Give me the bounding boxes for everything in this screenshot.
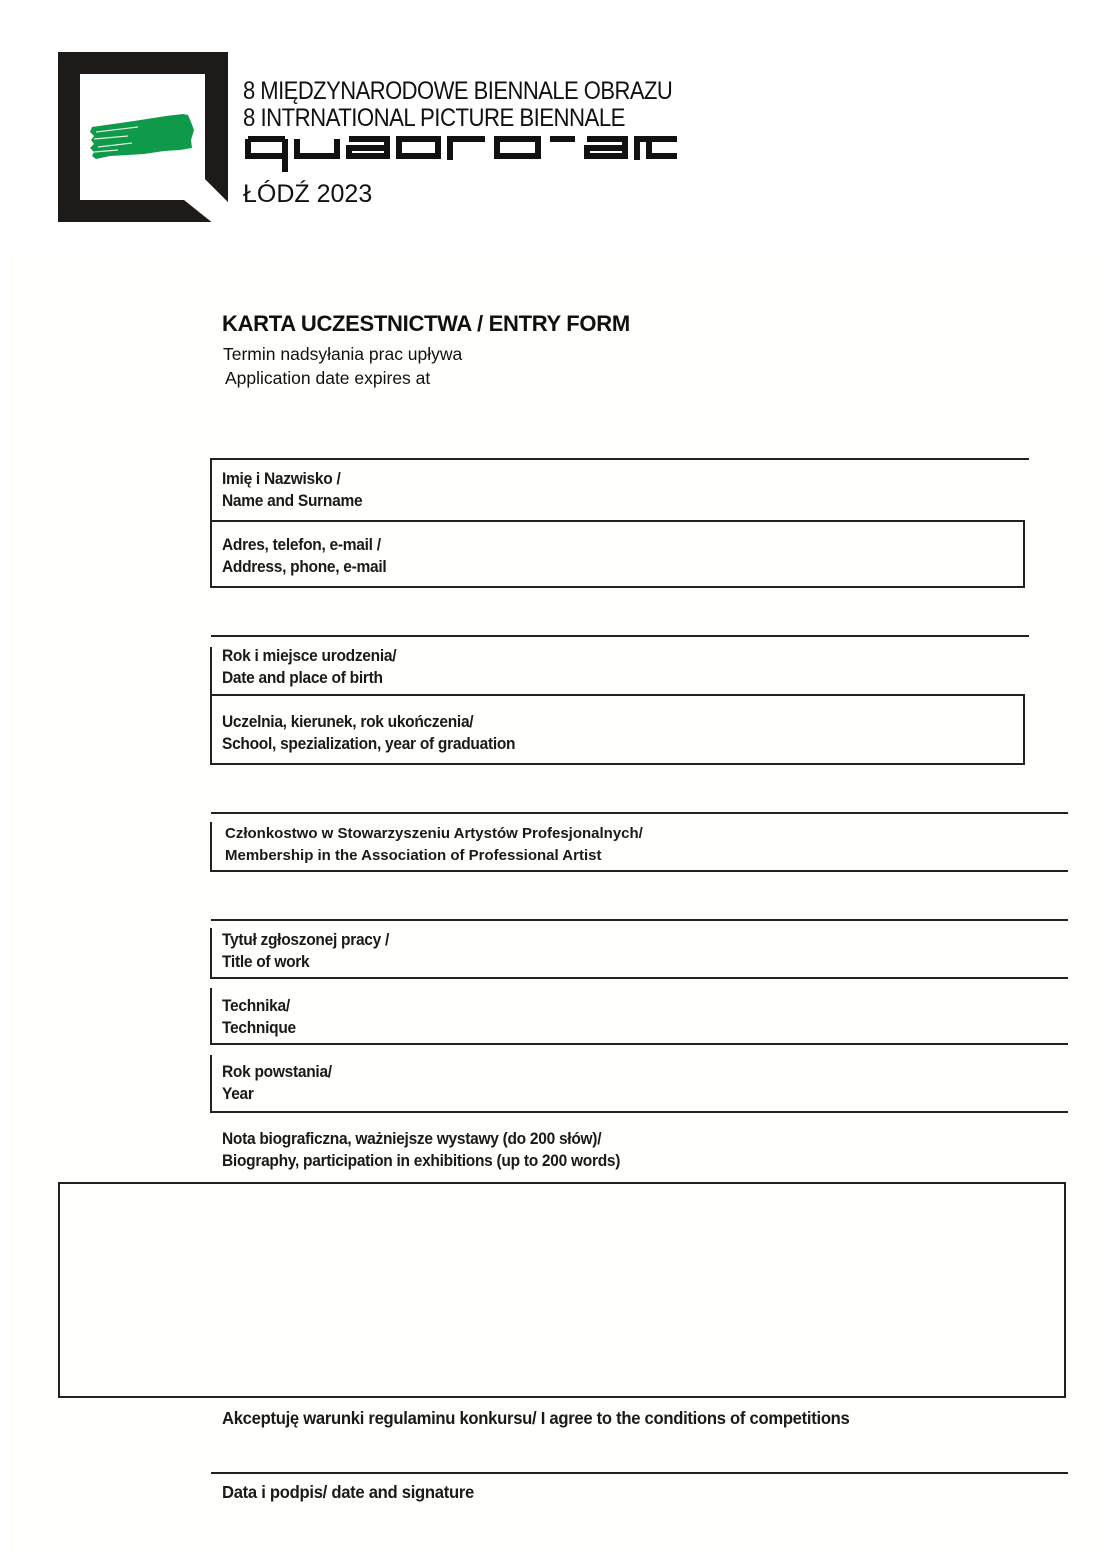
school-field-label bbox=[222, 711, 515, 755]
label-pl: Nota biograficzna, ważniejsze wystawy (do 200 słów)/ bbox=[222, 1130, 602, 1148]
label-en: Membership in the Association of Professional Artist bbox=[225, 847, 602, 864]
quadro-art-logo-icon bbox=[58, 52, 230, 224]
birth-field-label bbox=[222, 645, 396, 689]
school-input[interactable] bbox=[560, 705, 1019, 759]
field-divider bbox=[210, 928, 212, 979]
address-input[interactable] bbox=[430, 530, 1019, 582]
field-divider bbox=[210, 1055, 212, 1113]
form-title: KARTA UCZESTNICTWA / ENTRY FORM bbox=[222, 311, 630, 336]
label-pl: Technika/ bbox=[222, 997, 290, 1015]
field-divider bbox=[211, 1043, 1068, 1045]
field-divider bbox=[211, 458, 1029, 460]
field-divider bbox=[1023, 520, 1025, 588]
deadline-label-pl: Termin nadsyłania prac upływa bbox=[223, 344, 463, 364]
field-divider bbox=[210, 988, 212, 1045]
year-field-label bbox=[222, 1061, 332, 1105]
field-divider bbox=[211, 635, 1029, 637]
label-en: Biography, participation in exhibitions (up to 200 words) bbox=[222, 1152, 621, 1170]
biennale-title-pl: 8 MIĘDZYNARODOWE BIENNALE OBRAZU bbox=[243, 77, 673, 105]
field-divider bbox=[210, 647, 212, 697]
field-divider bbox=[1023, 694, 1025, 765]
title-field-label bbox=[222, 929, 389, 973]
field-divider bbox=[211, 870, 1068, 872]
label-pl: Imię i Nazwisko / bbox=[222, 470, 341, 488]
label-pl: Członkostwo w Stowarzyszeniu Artystów Profesjonalnych/ bbox=[225, 825, 643, 842]
label-pl: Adres, telefon, e-mail / bbox=[222, 536, 381, 554]
field-divider bbox=[211, 586, 1025, 588]
name-field-label bbox=[222, 468, 362, 512]
biennale-title-en: 8 INTRNATIONAL PICTURE BIENNALE bbox=[243, 104, 625, 132]
label-en: Year bbox=[222, 1085, 254, 1103]
field-divider bbox=[211, 812, 1068, 814]
membership-field-label bbox=[225, 823, 643, 867]
agreement-statement: Akceptuję warunki regulaminu konkursu/ I agree to the conditions of competitions bbox=[222, 1408, 850, 1428]
membership-input[interactable] bbox=[690, 820, 1064, 868]
quadro-art-wordmark bbox=[245, 136, 677, 172]
field-divider bbox=[210, 520, 212, 588]
biography-textarea[interactable] bbox=[62, 1186, 1062, 1394]
signature-line[interactable] bbox=[211, 1472, 1068, 1474]
year-input[interactable] bbox=[430, 1058, 1064, 1108]
label-pl: Tytuł zgłoszonej pracy / bbox=[222, 931, 390, 949]
field-divider bbox=[211, 1111, 1068, 1113]
field-divider bbox=[210, 694, 212, 765]
field-divider bbox=[211, 763, 1025, 765]
technique-input[interactable] bbox=[430, 990, 1064, 1040]
field-divider bbox=[211, 919, 1068, 921]
label-en: Technique bbox=[222, 1019, 296, 1037]
label-en: School, spezialization, year of graduation bbox=[222, 735, 516, 753]
field-divider bbox=[211, 694, 1025, 696]
field-divider bbox=[210, 822, 212, 872]
address-field-label bbox=[222, 534, 386, 578]
city-year: ŁÓDŹ 2023 bbox=[243, 180, 373, 208]
field-divider bbox=[210, 458, 212, 522]
label-en: Title of work bbox=[222, 953, 310, 971]
birth-input[interactable] bbox=[440, 645, 1024, 691]
label-en: Name and Surname bbox=[222, 492, 363, 510]
label-en: Date and place of birth bbox=[222, 669, 383, 687]
deadline-label-en: Application date expires at bbox=[225, 368, 431, 388]
label-pl: Rok powstania/ bbox=[222, 1063, 332, 1081]
signature-label: Data i podpis/ date and signature bbox=[222, 1482, 475, 1502]
field-divider bbox=[211, 977, 1068, 979]
field-divider bbox=[211, 520, 1025, 522]
name-input[interactable] bbox=[430, 470, 1024, 516]
label-pl: Rok i miejsce urodzenia/ bbox=[222, 647, 397, 665]
biography-field-label bbox=[222, 1128, 620, 1172]
title-input[interactable] bbox=[430, 927, 1064, 975]
label-pl: Uczelnia, kierunek, rok ukończenia/ bbox=[222, 713, 474, 731]
technique-field-label bbox=[222, 995, 296, 1039]
label-en: Address, phone, e-mail bbox=[222, 558, 387, 576]
